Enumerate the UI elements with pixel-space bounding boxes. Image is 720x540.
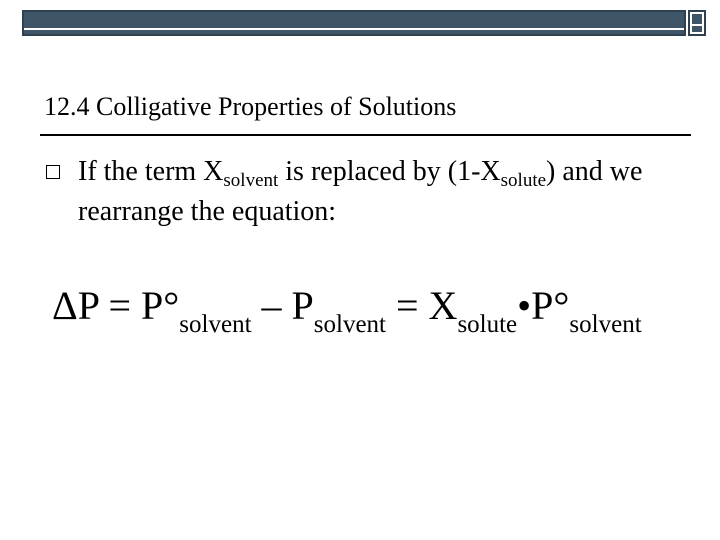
equation-subscript: solvent xyxy=(179,311,252,338)
equation xyxy=(52,282,642,338)
equation-part: – P xyxy=(251,283,314,328)
equation-part: = X xyxy=(385,283,458,328)
equation-subscript: solvent xyxy=(313,311,386,338)
equation-subscript: solvent xyxy=(569,311,642,338)
corner-band-top xyxy=(692,14,702,24)
equation-part: ΔP = P° xyxy=(52,283,180,328)
bullet-text-part: ) and we rearrange the equation: xyxy=(78,156,643,227)
subscript: solute xyxy=(500,170,547,191)
multiplication-dot: • xyxy=(517,283,532,328)
header-corner-box xyxy=(688,10,706,36)
bullet-text xyxy=(78,152,698,232)
bullet-text-part: is replaced by (1-X xyxy=(278,156,501,187)
subscript: solvent xyxy=(223,170,279,191)
slide-title: 12.4 Colligative Properties of Solutions xyxy=(44,92,457,121)
equation-subscript: solute xyxy=(457,311,518,338)
title-divider xyxy=(40,134,691,136)
square-bullet-icon xyxy=(46,165,60,179)
corner-band-bottom xyxy=(692,26,702,32)
equation-part: P° xyxy=(531,283,570,328)
bullet-text-part: If the term X xyxy=(78,156,224,187)
header-decoration-bar xyxy=(22,10,686,36)
header-band-top xyxy=(24,12,684,28)
header-band-bottom xyxy=(24,30,684,34)
